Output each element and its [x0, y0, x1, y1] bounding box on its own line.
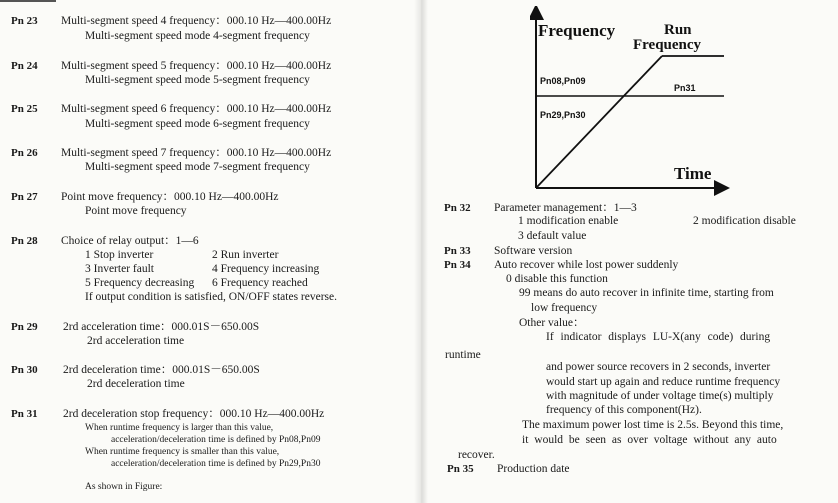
figure-reference: As shown in Figure: [85, 482, 163, 492]
param-title: Production date [497, 463, 570, 475]
pn34-line: frequency of this component(Hz). [546, 404, 702, 416]
param-code: Pn 27 [11, 191, 38, 203]
param-description: Multi-segment speed mode 5-segment frequency [85, 74, 310, 86]
relay-option-3: 3 Inverter fault [85, 263, 154, 275]
pn31-label: Pn31 [674, 83, 696, 93]
param-code: Pn 24 [11, 60, 38, 72]
pn34-line: The maximum power lost time is 2.5s. Beyond this time, [522, 419, 784, 431]
param-code: Pn 31 [11, 408, 38, 420]
y-axis-label: Frequency [538, 21, 616, 40]
param-title: 2rd acceleration time：000.01S－650.00S [63, 321, 260, 333]
param-title: Multi-segment speed 7 frequency：000.10 Hz—400.00Hz [61, 147, 332, 159]
param-description: Multi-segment speed mode 7-segment frequency [85, 161, 310, 173]
param-title: Parameter management：1—3 [494, 202, 637, 214]
param-code: Pn 25 [11, 103, 38, 115]
param-code: Pn 29 [11, 321, 38, 333]
run-frequency-label-line2: Frequency [633, 37, 702, 53]
param-title: Point move frequency：000.10 Hz—400.00Hz [61, 191, 279, 203]
param-title: Software version [494, 245, 573, 257]
pn34-line: would start up again and reduce runtime frequency [546, 376, 781, 388]
param-code: Pn 35 [447, 463, 474, 475]
management-option-3: 3 default value [518, 230, 587, 242]
param-code: Pn 32 [444, 202, 471, 214]
pn31-note-line: When runtime frequency is smaller than this value, [85, 447, 280, 457]
pn34-line: with magnitude of under voltage time(s) multiply [546, 390, 774, 402]
pn31-note-line: acceleration/deceleration time is defined by Pn08,Pn09 [111, 435, 321, 445]
param-description: 2rd deceleration time [87, 378, 185, 390]
param-description: 2rd acceleration time [87, 335, 185, 347]
relay-option-4: 4 Frequency increasing [212, 263, 320, 275]
pn34-line: 99 means do auto recover in infinite time, starting from [519, 287, 774, 299]
pn08-pn09-label: Pn08,Pn09 [540, 76, 586, 86]
pn34-line: low frequency [531, 302, 598, 314]
pn31-note-line: acceleration/deceleration time is defined by Pn29,Pn30 [111, 459, 321, 469]
relay-note: If output condition is satisfied, ON/OFF states reverse. [85, 291, 338, 303]
management-option-1: 1 modification enable [518, 215, 619, 227]
x-axis-label: Time [674, 164, 712, 183]
pn29-pn30-label: Pn29,Pn30 [540, 110, 586, 120]
frequency-time-figure [530, 6, 730, 196]
page-fold [414, 0, 428, 503]
relay-option-1: 1 Stop inverter [85, 249, 154, 261]
param-code: Pn 26 [11, 147, 38, 159]
top-rule [0, 0, 56, 2]
param-title: Multi-segment speed 4 frequency：000.10 Hz—400.00Hz [61, 15, 332, 27]
pn34-line: and power source recovers in 2 seconds, inverter [546, 361, 771, 373]
pn34-line: If indicator displays LU-X(any code) during [546, 331, 771, 343]
management-option-2: 2 modification disable [693, 215, 796, 227]
param-title: 2rd deceleration time：000.01S－650.00S [63, 364, 260, 376]
param-description: Point move frequency [85, 205, 187, 217]
param-code: Pn 30 [11, 364, 38, 376]
param-description: Multi-segment speed mode 6-segment frequency [85, 118, 310, 130]
relay-option-5: 5 Frequency decreasing [85, 277, 195, 289]
pn34-line: recover. [458, 449, 495, 461]
param-code: Pn 28 [11, 235, 38, 247]
param-code: Pn 33 [444, 245, 471, 257]
pn34-line: runtime [445, 349, 481, 361]
param-title: Multi-segment speed 5 frequency：000.10 Hz—400.00Hz [61, 60, 332, 72]
param-title: Auto recover while lost power suddenly [494, 259, 679, 271]
param-code: Pn 23 [11, 15, 38, 27]
param-title: Choice of relay output：1—6 [61, 235, 199, 247]
param-title: Multi-segment speed 6 frequency：000.10 Hz—400.00Hz [61, 103, 332, 115]
pn34-line: 0 disable this function [506, 273, 608, 285]
pn34-line: it would be seen as over voltage without any auto [522, 434, 777, 446]
relay-option-2: 2 Run inverter [212, 249, 279, 261]
relay-option-6: 6 Frequency reached [212, 277, 308, 289]
param-code: Pn 34 [444, 259, 471, 271]
run-frequency-label-line1: Run [664, 22, 692, 38]
pn31-note-line: When runtime frequency is larger than this value, [85, 423, 274, 433]
param-description: Multi-segment speed mode 4-segment frequency [85, 30, 310, 42]
pn34-line: Other value： [519, 317, 585, 329]
param-title: 2rd deceleration stop frequency：000.10 Hz—400.00Hz [63, 408, 325, 420]
